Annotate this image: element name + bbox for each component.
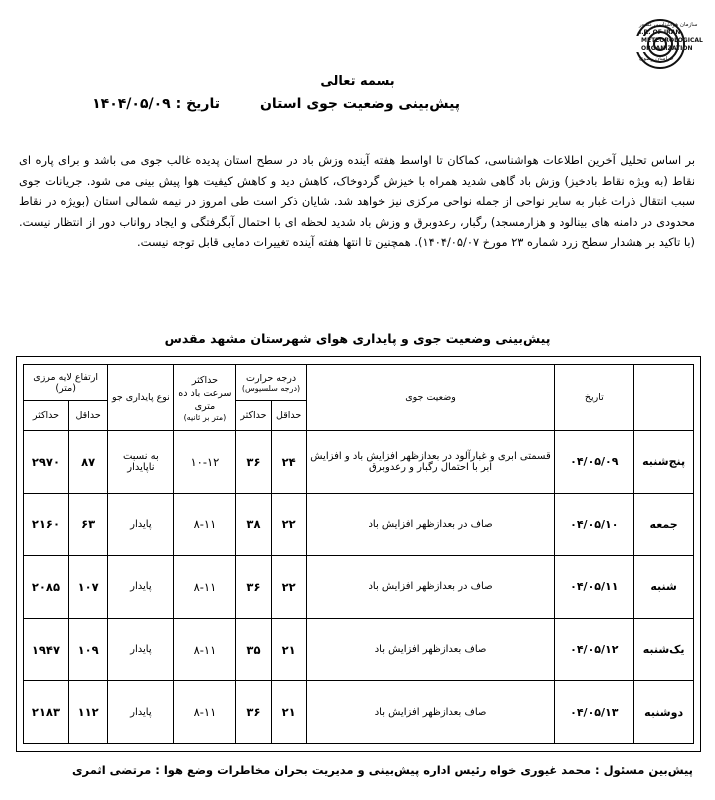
cell-wind: ۱۰-۱۲ bbox=[174, 431, 236, 494]
cell-wind: ۸-۱۱ bbox=[174, 493, 236, 556]
cell-boundary-max: ۲۱۶۰ bbox=[24, 493, 69, 556]
cell-date: ۰۴/۰۵/۱۳ bbox=[555, 681, 634, 744]
cell-temp-max: ۳۸ bbox=[236, 493, 271, 556]
cell-day: یک‌شنبه bbox=[634, 618, 694, 681]
col-stability: نوع پایداری جو bbox=[108, 365, 174, 431]
cell-condition: صاف بعدازظهر افزایش باد bbox=[306, 681, 555, 744]
cell-date: ۰۴/۰۵/۰۹ bbox=[555, 431, 634, 494]
cell-temp-min: ۲۲ bbox=[271, 493, 306, 556]
page-title: پیش‌بینی وضعیت جوی استان bbox=[259, 96, 461, 112]
cell-boundary-max: ۲۰۸۵ bbox=[24, 556, 69, 619]
logo-text-en-3: ORGANIZATION bbox=[641, 45, 693, 52]
cell-boundary-min: ۱۱۲ bbox=[68, 681, 107, 744]
cell-temp-max: ۳۵ bbox=[236, 618, 271, 681]
forecaster-signature: پیش‌بین مسئول : محمد غیوری خواه bbox=[490, 763, 693, 777]
logo-text-fa: سازمان هواشناسی کشور bbox=[639, 22, 698, 28]
cell-stability: پایدار bbox=[108, 493, 174, 556]
cell-stability: پایدار bbox=[108, 556, 174, 619]
head-signature: رئیس اداره پیش‌بینی و مدیریت بحران مخاطرات وضع هوا : مرتضی اثمری bbox=[72, 763, 487, 777]
cell-stability: به نسبت ناپایدار bbox=[108, 431, 174, 494]
cell-wind: ۸-۱۱ bbox=[174, 618, 236, 681]
table-row bbox=[24, 431, 694, 494]
cell-date: ۰۴/۰۵/۱۰ bbox=[555, 493, 634, 556]
bismillah: بسمه تعالی bbox=[320, 74, 395, 89]
col-date: تاریخ bbox=[555, 365, 634, 431]
table-row bbox=[24, 556, 694, 619]
cell-condition: صاف بعدازظهر افزایش باد bbox=[306, 618, 555, 681]
table-title: پیش‌بینی وضعیت جوی و پایداری هوای شهرستان مشهد مقدس bbox=[164, 331, 551, 346]
cell-condition: صاف در بعدازظهر افزایش باد bbox=[306, 493, 555, 556]
col-boundary-unit: (متر) bbox=[55, 382, 76, 394]
logo-text-en-2: METEOROLOGICAL bbox=[641, 37, 703, 44]
cell-day: دوشنبه bbox=[634, 681, 694, 744]
cell-temp-min: ۲۱ bbox=[271, 681, 306, 744]
cell-temp-max: ۳۶ bbox=[236, 681, 271, 744]
issue-date: تاریخ : ۱۴۰۴/۰۵/۰۹ bbox=[92, 96, 220, 112]
col-wind-label: حداکثر سرعت باد ده متری bbox=[178, 374, 232, 412]
cell-wind: ۸-۱۱ bbox=[174, 556, 236, 619]
intro-paragraph: بر اساس تحلیل آخرین اطلاعات هواشناسی، کماکان تا اواسط هفته آینده وزش باد در سطح استان پدیده غالب جوی می باشد و برای پاره ای نقاط (به ویژه نقاط بادخیز) وزش باد گاهی شدید همراه با خیزش گردوخاک، کاهش دید و کاهش کیفیت هوا پیش بینی می شود. جریانات جوی سبب انتقال ذرات غبار به سایر نواحی از جمله نواحی مرکزی نیز خواهد شد. شایان ذکر است طی امروز در نیمه شمالی استان (بویژه در نقاط محدودی در دامنه های بینالود و هزارمسجد) رگبار، رعدوبرق و وزش باد شدید لحظه ای با احتمال آبگرفتگی و ایجاد رواناب دور از انتظار نیست. (با تاکید بر هشدار سطح زرد شماره ۲۳ مورخ ۱۴۰۴/۰۵/۰۷). همچنین تا انتها هفته آینده تغییرات دمایی قابل توجه نیست. bbox=[19, 153, 695, 250]
col-condition: وضعیت جوی bbox=[306, 365, 555, 431]
logo-text-en-1: I.R. OF IRAN bbox=[639, 29, 681, 36]
cell-boundary-max: ۱۹۴۷ bbox=[24, 618, 69, 681]
cell-boundary-max: ۲۱۸۳ bbox=[24, 681, 69, 744]
cell-boundary-min: ۱۰۹ bbox=[68, 618, 107, 681]
col-wind bbox=[174, 365, 236, 431]
col-temp bbox=[236, 365, 306, 401]
cell-temp-min: ۲۱ bbox=[271, 618, 306, 681]
cell-temp-min: ۲۴ bbox=[271, 431, 306, 494]
cell-date: ۰۴/۰۵/۱۱ bbox=[555, 556, 634, 619]
cell-condition: صاف در بعدازظهر افزایش باد bbox=[306, 556, 555, 619]
table-row bbox=[24, 618, 694, 681]
col-boundary-min: حداقل bbox=[68, 401, 107, 431]
cell-stability: پایدار bbox=[108, 681, 174, 744]
cell-day: پنج‌شنبه bbox=[634, 431, 694, 494]
cell-temp-max: ۳۶ bbox=[236, 431, 271, 494]
cell-boundary-min: ۱۰۷ bbox=[68, 556, 107, 619]
table-row bbox=[24, 681, 694, 744]
cell-temp-min: ۲۲ bbox=[271, 556, 306, 619]
col-temp-unit: (درجه سلسیوس) bbox=[241, 383, 301, 393]
table-row bbox=[24, 493, 694, 556]
col-wind-unit: (متر بر ثانیه) bbox=[183, 412, 227, 422]
cell-day: شنبه bbox=[634, 556, 694, 619]
cell-condition: قسمتی ابری و غبارآلود در بعدازظهر افزایش باد و افزایش ابر با احتمال رگبار و رعدوبرق bbox=[306, 431, 555, 494]
cell-day: جمعه bbox=[634, 493, 694, 556]
cell-boundary-min: ۸۷ bbox=[68, 431, 107, 494]
col-temp-label: درجه حرارت bbox=[246, 372, 297, 384]
col-boundary-label: ارتفاع لایه مرزی bbox=[33, 371, 99, 383]
cell-date: ۰۴/۰۵/۱۲ bbox=[555, 618, 634, 681]
cell-temp-max: ۳۶ bbox=[236, 556, 271, 619]
col-boundary bbox=[24, 365, 108, 401]
forecast-table bbox=[23, 364, 694, 744]
cell-boundary-min: ۶۳ bbox=[68, 493, 107, 556]
col-temp-min: حداقل bbox=[271, 401, 306, 431]
org-logo bbox=[579, 14, 703, 76]
cell-stability: پایدار bbox=[108, 618, 174, 681]
logo-text-province: خراسان رضوی bbox=[639, 56, 674, 62]
cell-wind: ۸-۱۱ bbox=[174, 681, 236, 744]
col-boundary-max: حداکثر bbox=[24, 401, 69, 431]
cell-boundary-max: ۲۹۷۰ bbox=[24, 431, 69, 494]
col-temp-max: حداکثر bbox=[236, 401, 271, 431]
forecast-table-frame bbox=[16, 356, 701, 752]
col-day bbox=[634, 365, 694, 431]
logo-emblem bbox=[579, 14, 703, 76]
